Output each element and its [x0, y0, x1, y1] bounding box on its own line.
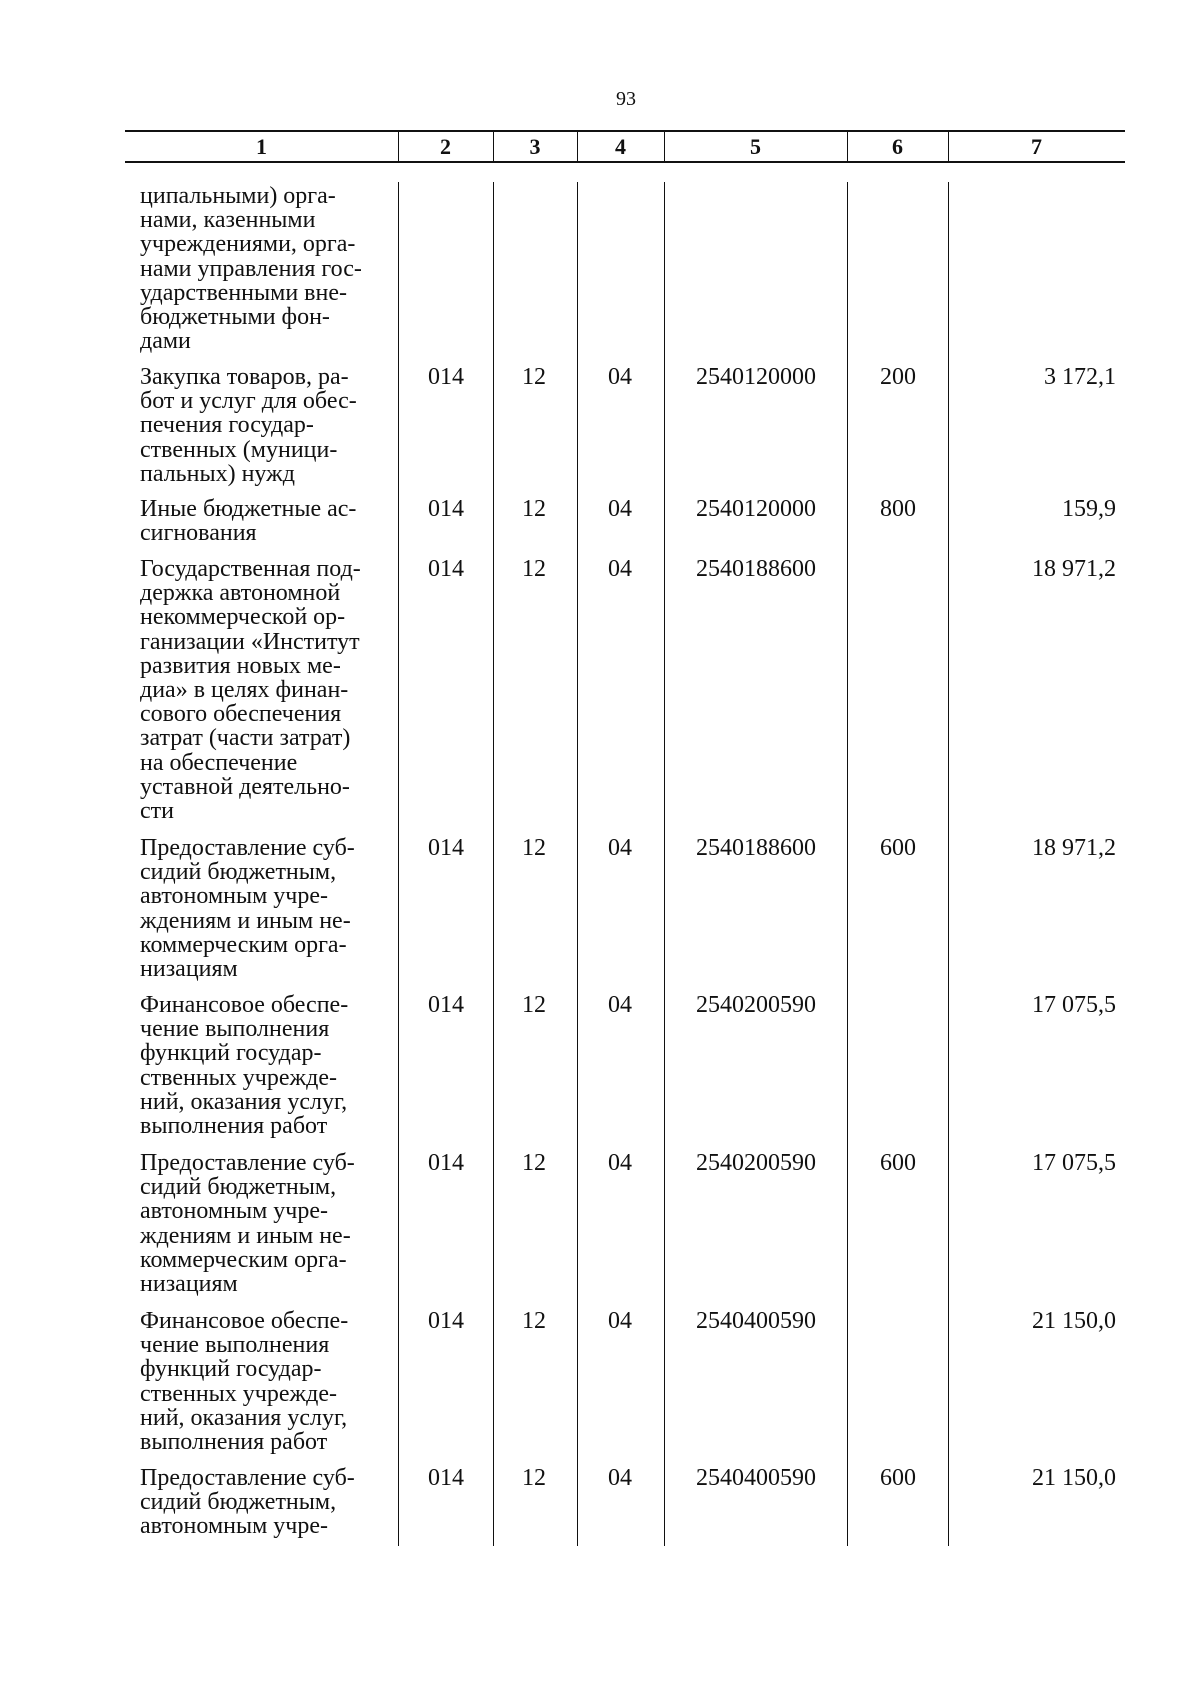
cell-col5: 2540120000 — [696, 364, 816, 390]
row-description: Финансовое обеспе- чение выполнения функций государ- ственных учрежде- ний, оказания услуг, выполнения работ — [140, 992, 349, 1140]
cell-col4: 04 — [608, 1150, 632, 1176]
column-header-3: 3 — [529, 134, 541, 159]
column-header-2: 2 — [440, 134, 451, 159]
cell-col3: 12 — [522, 992, 546, 1018]
row-description: ципальными) орга- нами, казенными учреждениями, орга- нами управления гос- ударственными вне- бюджетными фон- дами — [140, 183, 362, 355]
cell-col3: 12 — [522, 1150, 546, 1176]
cell-col4: 04 — [608, 496, 632, 522]
header-bottom-rule — [125, 161, 1125, 163]
cell-col7: 21 150,0 — [1032, 1308, 1116, 1334]
cell-col6: 600 — [880, 835, 916, 861]
column-header-5: 5 — [750, 134, 761, 159]
cell-col4: 04 — [608, 556, 632, 582]
cell-col2: 014 — [428, 556, 464, 582]
page-number: 93 — [616, 88, 636, 110]
row-description: Предоставление суб- сидий бюджетным, автономным учре- ждениям и иным не- коммерческим орга- низациям — [140, 835, 355, 983]
cell-col6: 200 — [880, 364, 916, 390]
column-divider — [948, 182, 949, 1546]
cell-col2: 014 — [428, 364, 464, 390]
row-description: Иные бюджетные ас- сигнования — [140, 496, 357, 547]
cell-col3: 12 — [522, 1465, 546, 1491]
cell-col2: 014 — [428, 992, 464, 1018]
cell-col7: 17 075,5 — [1032, 992, 1116, 1018]
cell-col5: 2540188600 — [696, 835, 816, 861]
cell-col7: 18 971,2 — [1032, 835, 1116, 861]
column-header-4: 4 — [615, 134, 626, 159]
cell-col2: 014 — [428, 835, 464, 861]
row-description: Предоставление суб- сидий бюджетным, автономным учре- — [140, 1465, 355, 1540]
row-description: Предоставление суб- сидий бюджетным, автономным учре- ждениям и иным не- коммерческим орга- низациям — [140, 1150, 355, 1298]
column-header-6: 6 — [892, 134, 903, 159]
row-description: Финансовое обеспе- чение выполнения функций государ- ственных учрежде- ний, оказания услуг, выполнения работ — [140, 1308, 349, 1456]
cell-col6: 600 — [880, 1150, 916, 1176]
header-top-rule — [125, 130, 1125, 132]
cell-col4: 04 — [608, 992, 632, 1018]
cell-col4: 04 — [608, 364, 632, 390]
cell-col7: 3 172,1 — [1044, 364, 1116, 390]
cell-col3: 12 — [522, 556, 546, 582]
cell-col7: 17 075,5 — [1032, 1150, 1116, 1176]
column-divider — [398, 182, 399, 1546]
cell-col2: 014 — [428, 496, 464, 522]
cell-col4: 04 — [608, 835, 632, 861]
cell-col5: 2540200590 — [696, 992, 816, 1018]
cell-col2: 014 — [428, 1308, 464, 1334]
row-description: Закупка товаров, ра- бот и услуг для обес- печения государ- ственных (муници- пальных) нужд — [140, 364, 357, 487]
cell-col3: 12 — [522, 496, 546, 522]
cell-col7: 159,9 — [1062, 496, 1116, 522]
cell-col2: 014 — [428, 1150, 464, 1176]
cell-col6: 800 — [880, 496, 916, 522]
cell-col3: 12 — [522, 1308, 546, 1334]
cell-col5: 2540120000 — [696, 496, 816, 522]
cell-col3: 12 — [522, 364, 546, 390]
cell-col5: 2540188600 — [696, 556, 816, 582]
cell-col4: 04 — [608, 1465, 632, 1491]
row-description: Государственная под- держка автономной некоммерческой ор- ганизации «Институт развития новых ме- диа» в целях финан- сового обеспечения затрат (части затрат) на обеспечение уставной деятельно- сти — [140, 556, 361, 825]
column-header-7: 7 — [1031, 134, 1042, 159]
cell-col5: 2540400590 — [696, 1465, 816, 1491]
cell-col7: 18 971,2 — [1032, 556, 1116, 582]
cell-col4: 04 — [608, 1308, 632, 1334]
cell-col7: 21 150,0 — [1032, 1465, 1116, 1491]
cell-col2: 014 — [428, 1465, 464, 1491]
cell-col3: 12 — [522, 835, 546, 861]
cell-col5: 2540200590 — [696, 1150, 816, 1176]
cell-col6: 600 — [880, 1465, 916, 1491]
column-header-1: 1 — [256, 134, 267, 159]
cell-col5: 2540400590 — [696, 1308, 816, 1334]
